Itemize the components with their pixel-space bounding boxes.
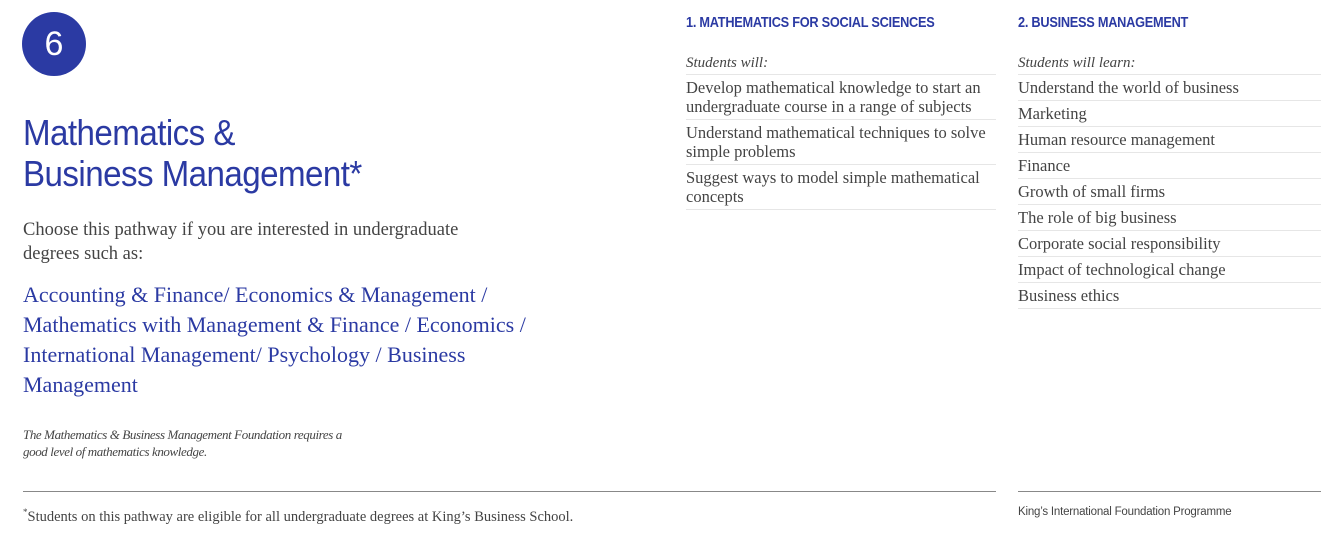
- module-business-management: [1018, 14, 1321, 309]
- footer-divider-right: [1018, 491, 1321, 492]
- list-item: The role of big business: [1018, 205, 1321, 231]
- module-item-list: [1018, 75, 1321, 309]
- module-heading: 1. MATHEMATICS FOR SOCIAL SCIENCES: [686, 14, 935, 31]
- degree-list: Accounting & Finance/ Economics & Management / Mathematics with Management & Finance / Economics / International Management/ Psychology / Business Management: [23, 282, 526, 397]
- list-item: Corporate social responsibility: [1018, 231, 1321, 257]
- module-mathematics-for-social-sciences: [686, 14, 996, 210]
- list-item: Impact of technological change: [1018, 257, 1321, 283]
- footer-divider-left: [23, 491, 996, 492]
- list-item: Marketing: [1018, 101, 1321, 127]
- module-subheading: Students will learn:: [1018, 54, 1321, 75]
- footnote-marker: *: [23, 507, 28, 517]
- list-item: Finance: [1018, 153, 1321, 179]
- list-item: Understand mathematical techniques to solve simple problems: [686, 120, 996, 165]
- pathway-number-badge: [22, 12, 86, 76]
- footnote-text: Students on this pathway are eligible for all undergraduate degrees at King’s Business School.: [27, 508, 574, 525]
- list-item: Growth of small firms: [1018, 179, 1321, 205]
- pathway-number: 6: [44, 24, 64, 63]
- publication-name: King’s International Foundation Programme: [1018, 506, 1232, 518]
- list-item: Understand the world of business: [1018, 75, 1321, 101]
- page-title-line-1: Mathematics &: [23, 112, 235, 153]
- math-requirement-note: The Mathematics & Business Management Foundation requires a good level of mathematics knowledge.: [23, 427, 342, 459]
- module-subheading: Students will:: [686, 54, 996, 75]
- module-item-list: [686, 75, 996, 210]
- list-item: Develop mathematical knowledge to start an undergraduate course in a range of subjects: [686, 75, 996, 120]
- list-item: Human resource management: [1018, 127, 1321, 153]
- intro-text: Choose this pathway if you are interested in undergraduate degrees such as:: [23, 220, 459, 264]
- page-title: [23, 112, 362, 194]
- list-item: Business ethics: [1018, 283, 1321, 309]
- page-title-line-2: Business Management*: [23, 153, 362, 194]
- list-item: Suggest ways to model simple mathematical concepts: [686, 165, 996, 210]
- footnote: [23, 503, 573, 526]
- module-heading: 2. BUSINESS MANAGEMENT: [1018, 14, 1189, 31]
